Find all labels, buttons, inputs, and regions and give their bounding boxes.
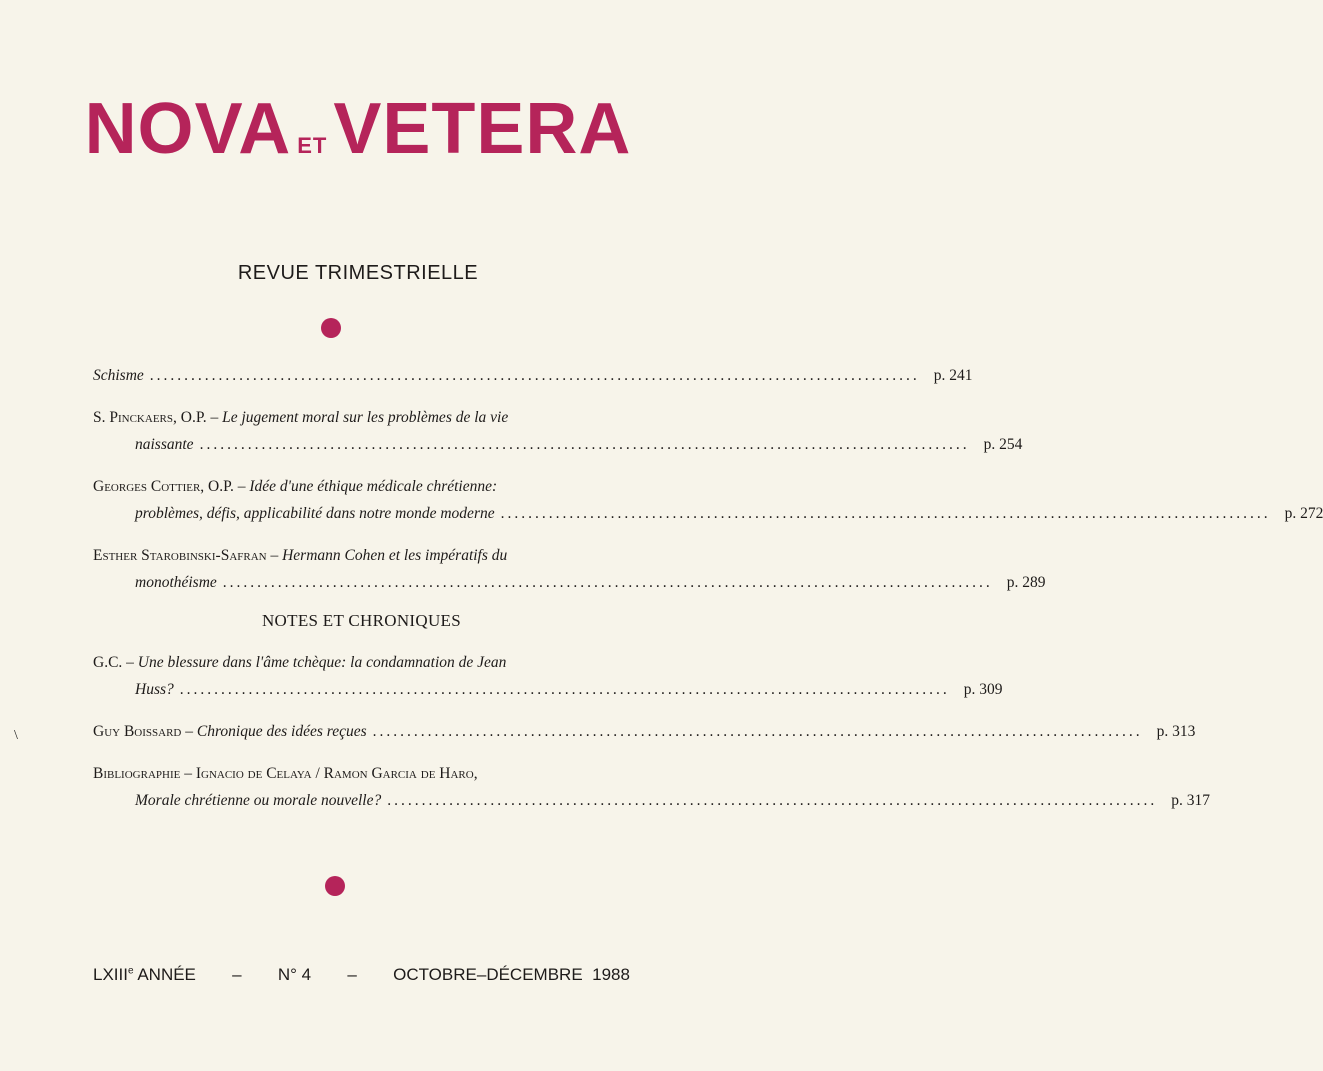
toc-page-ref: p. 272 — [1284, 505, 1323, 522]
issue-footer — [93, 965, 630, 985]
table-of-contents — [93, 362, 1323, 829]
toc-title: Hermann Cohen et les impératifs du — [282, 547, 508, 564]
dot-leader: ................................................................................................................ — [149, 367, 920, 384]
toc-entry-cottier — [93, 473, 1323, 527]
issue-number: N° 4 — [277, 965, 312, 984]
toc-entry-gc — [93, 649, 1003, 703]
footer-separator: – — [232, 965, 242, 984]
toc-page-ref: p. 289 — [1006, 574, 1046, 591]
dot-leader: ................................................................................................................ — [199, 436, 970, 453]
toc-entry-starobinski — [93, 542, 1046, 596]
masthead-word-vetera: VETERA — [333, 89, 632, 169]
toc-author: Bibliographie — [93, 765, 181, 782]
toc-author: Esther Starobinski-Safran — [93, 547, 267, 564]
toc-title-cont: Morale chrétienne ou morale nouvelle? — [135, 792, 382, 809]
toc-title: Chronique des idées reçues — [196, 723, 367, 740]
toc-title: Une blessure dans l'âme tchèque: la condamnation de Jean — [137, 654, 507, 671]
toc-author: Georges Cottier, O.P. — [93, 478, 234, 495]
toc-entry-schisme — [93, 362, 973, 389]
masthead-conjunction: ET — [297, 133, 328, 158]
ornament-dot-top — [321, 318, 341, 338]
toc-page-ref: p. 317 — [1171, 792, 1210, 809]
toc-entry-bibliographie — [93, 760, 1210, 814]
footer-separator: – — [347, 965, 357, 984]
dash: – — [237, 478, 246, 495]
dot-leader: ................................................................................................................ — [500, 505, 1271, 522]
volume-year: LXIIIe ANNÉE — [93, 965, 196, 984]
dot-leader: ................................................................................................................ — [222, 574, 993, 591]
toc-page-ref: p. 309 — [963, 681, 1003, 698]
toc-title-cont: monothéisme — [135, 574, 217, 591]
dash: – — [126, 654, 134, 671]
toc-title-cont: Huss? — [135, 681, 174, 698]
toc-title: Schisme — [93, 367, 144, 384]
stray-mark: \ — [14, 728, 18, 743]
dash: – — [210, 409, 219, 426]
toc-title-cont: naissante — [135, 436, 194, 453]
toc-entry-boissard — [93, 718, 1196, 745]
masthead-word-nova: NOVA — [84, 89, 292, 169]
toc-title-cont: problèmes, défis, applicabilité dans notre monde moderne — [135, 505, 495, 522]
toc-page-ref: p. 313 — [1156, 723, 1196, 740]
dash: – — [185, 723, 193, 740]
dot-leader: ................................................................................................................ — [179, 681, 950, 698]
notes-section-heading: NOTES ET CHRONIQUES — [261, 611, 461, 630]
toc-author: S. Pinckaers, O.P. — [93, 409, 207, 426]
dot-leader: ................................................................................................................ — [387, 792, 1158, 809]
dash: – — [184, 765, 192, 782]
toc-page-ref: p. 254 — [983, 436, 1023, 453]
toc-page-ref: p. 241 — [933, 367, 973, 384]
toc-title: Le jugement moral sur les problèmes de la vie — [222, 409, 509, 426]
journal-subtitle: REVUE TRIMESTRIELLE — [237, 262, 479, 284]
toc-author: Guy Boissard — [93, 723, 182, 740]
toc-title: Idée d'une éthique médicale chrétienne: — [249, 478, 498, 495]
masthead-title — [0, 89, 716, 169]
issue-period: OCTOBRE–DÉCEMBRE 1988 — [393, 965, 630, 984]
dot-leader: ................................................................................................................ — [372, 723, 1143, 740]
dash: – — [270, 547, 279, 564]
toc-entry-pinckaers — [93, 404, 1023, 458]
toc-subject: Ignacio de Celaya / Ramon Garcia de Haro, — [195, 765, 478, 782]
ornament-dot-bottom — [325, 876, 345, 896]
toc-author: G.C. — [93, 654, 123, 671]
